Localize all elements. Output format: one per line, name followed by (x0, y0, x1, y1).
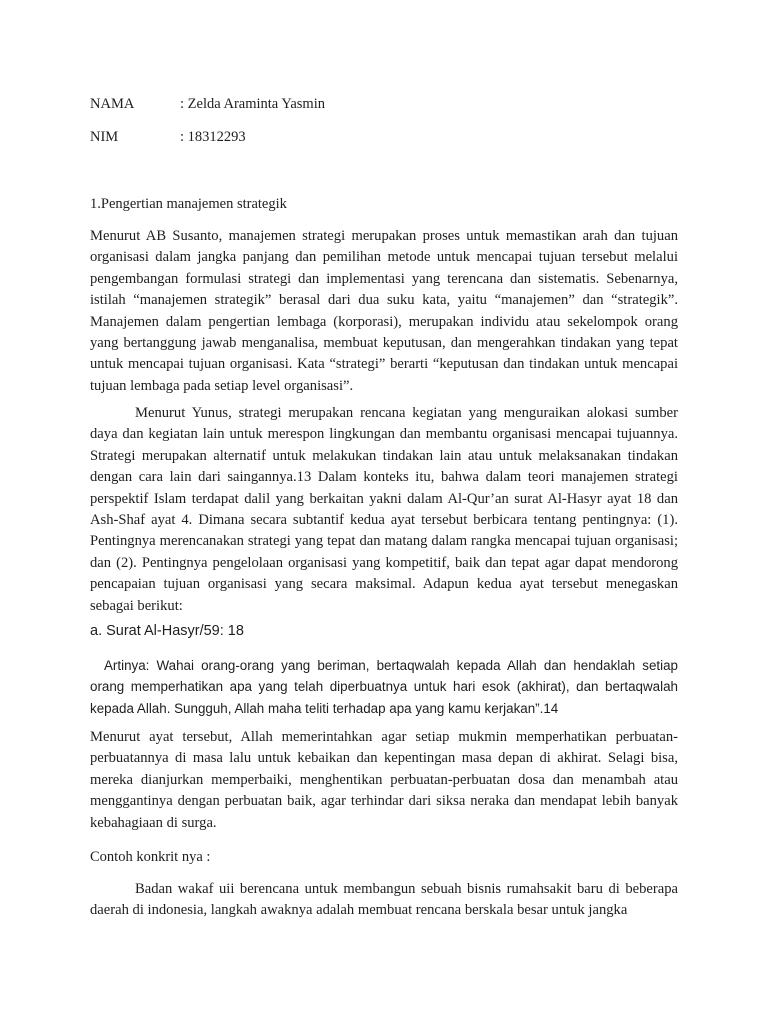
paragraph-5: Badan wakaf uii berencana untuk membangun sebuah bisnis rumahsakit baru di beberapa daerah di indonesia, langkah awaknya adalah membuat rencana berskala besar untuk jangka (90, 881, 678, 919)
paragraph-1: Menurut AB Susanto, manajemen strategi merupakan proses untuk memastikan arah dan tujuan organisasi dalam jangka panjang dan pemilihan metode untuk mencapai tujuan tersebut melalui pengembangan formulasi strategi dan implementasi yang terencana dan sistematis. Sebenarnya, istilah “manajemen strategik” berasal dari dua suku kata, yaitu “manajemen” dan “strategik”. Manajemen dalam pengertian lembaga (korporasi), merupakan individu atau sekelompok orang yang bertanggung jawab menganalisa, membuat keputusan, dan mengerahkan tindakan yang tepat untuk mencapai tujuan organisasi. Kata “strategi” berarti “keputusan dan tindakan untuk mencapai tujuan lembaga pada setiap level organisasi”. (90, 228, 678, 394)
name-label: NAMA (90, 96, 135, 112)
nim-label: NIM (90, 129, 119, 145)
section-title: 1.Pengertian manajemen strategik (90, 196, 287, 212)
nim-value: : 18312293 (180, 129, 246, 145)
paragraph-2: Menurut Yunus, strategi merupakan rencana kegiatan yang menguraikan alokasi sumber daya dan kegiatan lain untuk merespon lingkungan dan membantu organisasi mencapai tujuannya. Strategi merupakan alternatif untuk melakukan tindakan lain atau untuk melaksanakan tindakan dengan cara lain dari saingannya.13 Dalam konteks itu, bahwa dalam teori manajemen strategi perspektif Islam terdapat dalil yang berkaitan yakni dalam Al-Qur’an surat Al-Hasyr ayat 18 dan Ash-Shaf ayat 4. Dimana secara subtantif kedua ayat tersebut berbicara tentang pentingnya: (1). Pentingnya merencanakan strategi yang tepat dan matang dalam rangka mencapai tujuan organisasi; dan (2). Pentingnya pengelolaan organisasi yang kompetitif, baik dan tepat agar dapat mendorong pencapaian tujuan organisasi yang secara maksimal. Adapun kedua ayat tersebut menegaskan sebagai berikut: (90, 405, 678, 614)
paragraph-translation: Artinya: Wahai orang-orang yang beriman, bertaqwalah kepada Allah dan hendaklah setiap orang memperhatikan apa yang telah diperbuatnya untuk hari esok (akhirat), dan bertaqwalah kepada Allah. Sungguh, Allah maha teliti terhadap apa yang kamu kerjakan”.14 (90, 658, 678, 716)
surah-label: a. Surat Al-Hasyr/59: 18 (90, 623, 244, 639)
name-value: : Zelda Araminta Yasmin (180, 96, 325, 112)
nim-row (90, 128, 246, 146)
example-label: Contoh konkrit nya : (90, 849, 211, 865)
name-row (90, 95, 325, 113)
paragraph-4: Menurut ayat tersebut, Allah memerintahkan agar setiap mukmin memperhatikan perbuatan-perbuatannya di masa lalu untuk kebaikan dan kepentingan masa depan di akhirat. Selagi bisa, mereka dianjurkan memperbaiki, menghentikan perbuatan-perbuatan dosa dan menambah atau menggantinya dengan perbuatan baik, agar terhindar dari siksa neraka dan mendapat lebih banyak kebahagiaan di surga. (90, 729, 678, 831)
